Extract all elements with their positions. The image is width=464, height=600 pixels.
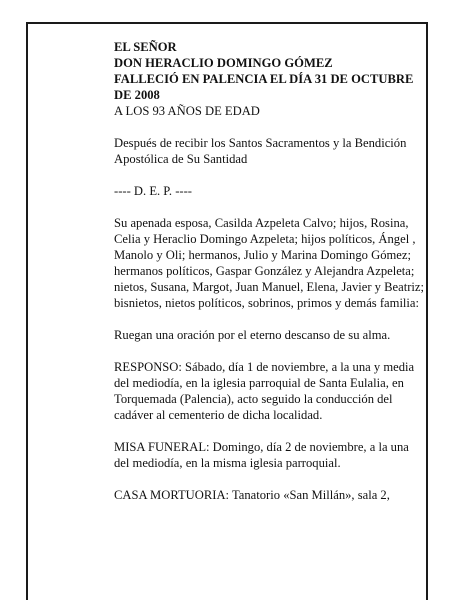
obituary-text	[114, 39, 426, 503]
family-paragraph: Su apenada esposa, Casilda Azpeleta Calvo; hijos, Rosina, Celia y Heraclio Domingo Azpeleta; hijos políticos, Ángel , Manolo y Oli; hermanos, Julio y Marina Domingo Gómez; hermanos políticos, Gaspar González y Alejandra Azpeleta; nietos, Susana, Margot, Juan Manuel, Elena, Javier y Beatriz; bisnietos, nietos políticos, sobrinos, primos y demás familia:	[114, 216, 424, 310]
obituary-heading	[114, 39, 426, 103]
sacraments-paragraph: Después de recibir los Santos Sacramentos y la Bendición Apostólica de Su Santidad	[114, 136, 407, 166]
casa-mortuoria-paragraph: CASA MORTUORIA: Tanatorio «San Millán», sala 2,	[114, 488, 390, 502]
age-line: A LOS 93 AÑOS DE EDAD	[114, 104, 260, 118]
prayer-paragraph: Ruegan una oración por el eterno descanso de su alma.	[114, 328, 391, 342]
misa-paragraph: MISA FUNERAL: Domingo, día 2 de noviembre, a la una del mediodía, en la misma iglesia parroquial.	[114, 440, 409, 470]
dep-line: ---- D. E. P. ----	[114, 184, 192, 198]
heading-title: EL SEÑOR	[114, 40, 177, 54]
heading-death-notice: FALLECIÓ EN PALENCIA EL DÍA 31 DE OCTUBRE DE 2008	[114, 72, 414, 102]
heading-name: DON HERACLIO DOMINGO GÓMEZ	[114, 56, 333, 70]
responso-paragraph: RESPONSO: Sábado, día 1 de noviembre, a la una y media del mediodía, en la iglesia parroquial de Santa Eulalia, en Torquemada (Palencia), acto seguido la conducción del cadáver al cementerio de dicha localidad.	[114, 360, 415, 422]
